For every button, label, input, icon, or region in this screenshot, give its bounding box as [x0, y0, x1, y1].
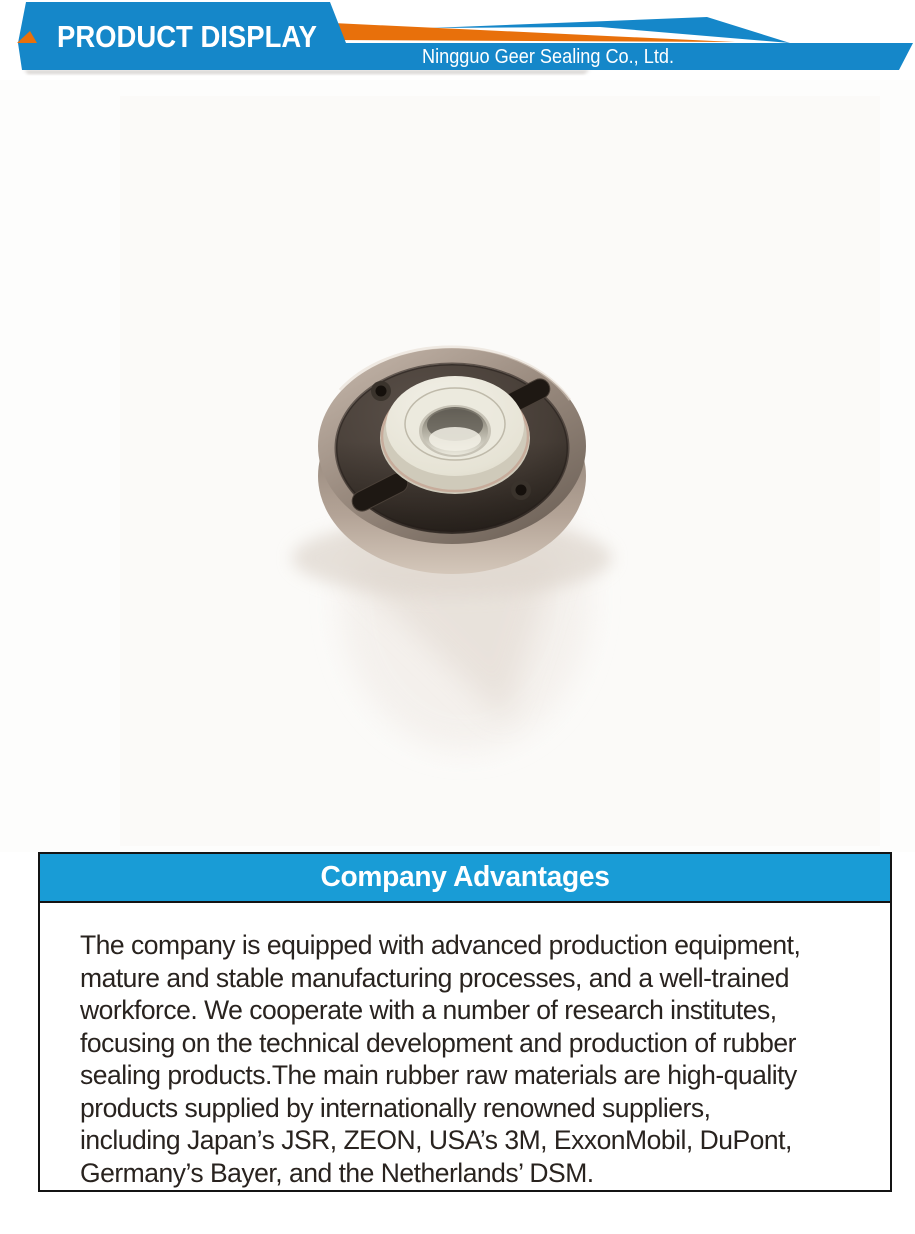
- product-center-bore: [419, 405, 491, 457]
- header-banner: [0, 0, 915, 80]
- company-advantages-box: [38, 852, 892, 1192]
- advantages-text-line: mature and stable manufacturing processes, and a well-trained: [80, 962, 789, 993]
- advantages-text-line: Germany’s Bayer, and the Netherlands’ DSM.: [80, 1157, 594, 1188]
- advantages-text-line: products supplied by internationally renowned suppliers,: [80, 1092, 711, 1123]
- advantages-text-line: The company is equipped with advanced production equipment,: [80, 930, 801, 960]
- advantages-text-line: focusing on the technical development and production of rubber: [80, 1027, 796, 1058]
- rivet-hole-lower-right: [511, 480, 531, 500]
- banner-company-name: Ningguo Geer Sealing Co., Ltd.: [422, 46, 674, 68]
- advantages-text-line: workforce. We cooperate with a number of research institutes,: [80, 995, 777, 1025]
- company-advantages-header: [40, 854, 890, 903]
- rivet-hole-upper-left: [371, 381, 391, 401]
- product-photo: [0, 80, 915, 852]
- company-advantages-text: [40, 903, 890, 1189]
- advantages-text-line: including Japan’s JSR, ZEON, USA’s 3M, ExxonMobil, DuPont,: [80, 1125, 792, 1155]
- banner-bar-shadow: [24, 70, 590, 74]
- banner-title: PRODUCT DISPLAY: [57, 19, 318, 54]
- advantages-text-line: sealing products.The main rubber raw materials are high-quality: [80, 1060, 797, 1090]
- company-advantages-title: Company Advantages: [320, 861, 610, 893]
